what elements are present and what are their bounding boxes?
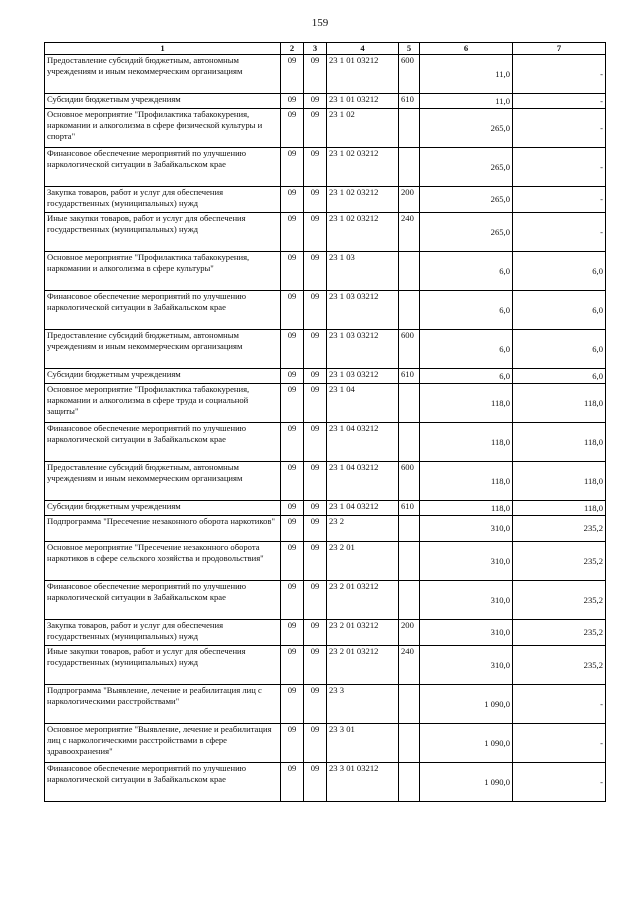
header-cell-2: 2 [281,43,304,55]
row-section-cell: 09 [281,620,304,646]
row-amount-2-cell: 118,0 [513,501,606,516]
row-amount-1-cell: 310,0 [420,516,513,542]
table-row [45,724,606,763]
row-name-cell: Основное мероприятие "Профилактика табакокурения, наркомании и алкоголизма в сфере физической культуры и спорта" [45,109,281,148]
row-amount-1-cell: 1 090,0 [420,685,513,724]
table-row [45,109,606,148]
row-target-code-cell: 23 2 01 03212 [327,620,399,646]
table-row [45,581,606,620]
table-row [45,252,606,291]
row-target-code-cell: 23 1 02 03212 [327,187,399,213]
row-amount-2-cell: - [513,213,606,252]
row-target-code-cell: 23 2 01 03212 [327,581,399,620]
row-section-cell: 09 [281,646,304,685]
row-subsection-cell: 09 [304,384,327,423]
table-row [45,291,606,330]
row-amount-1-cell: 6,0 [420,369,513,384]
row-amount-2-cell: 235,2 [513,516,606,542]
row-expense-type-cell: 610 [399,94,420,109]
row-target-code-cell: 23 1 03 [327,252,399,291]
row-amount-1-cell: 265,0 [420,187,513,213]
row-amount-2-cell: 235,2 [513,646,606,685]
row-subsection-cell: 09 [304,148,327,187]
row-amount-2-cell: - [513,109,606,148]
header-cell-1: 1 [45,43,281,55]
row-subsection-cell: 09 [304,423,327,462]
row-amount-2-cell: 6,0 [513,291,606,330]
row-expense-type-cell [399,109,420,148]
row-amount-2-cell: 6,0 [513,330,606,369]
row-target-code-cell: 23 3 01 [327,724,399,763]
row-amount-2-cell: 235,2 [513,581,606,620]
row-section-cell: 09 [281,501,304,516]
row-section-cell: 09 [281,423,304,462]
row-subsection-cell: 09 [304,646,327,685]
row-amount-1-cell: 6,0 [420,291,513,330]
table-row [45,763,606,802]
row-amount-1-cell: 310,0 [420,581,513,620]
row-section-cell: 09 [281,213,304,252]
row-amount-1-cell: 11,0 [420,55,513,94]
row-name-cell: Подпрограмма "Пресечение незаконного оборота наркотиков" [45,516,281,542]
row-target-code-cell: 23 1 04 03212 [327,462,399,501]
row-name-cell: Финансовое обеспечение мероприятий по улучшению наркологической ситуации в Забайкальском крае [45,148,281,187]
row-amount-2-cell: 6,0 [513,369,606,384]
page-number: 159 [311,17,329,29]
row-name-cell: Основное мероприятие "Пресечение незаконного оборота наркотиков в сфере сельского хозяйства и продовольствия" [45,542,281,581]
row-amount-2-cell: - [513,763,606,802]
row-amount-2-cell: - [513,187,606,213]
row-expense-type-cell [399,423,420,462]
row-expense-type-cell: 200 [399,620,420,646]
row-amount-1-cell: 6,0 [420,330,513,369]
row-expense-type-cell: 600 [399,462,420,501]
row-amount-1-cell: 1 090,0 [420,724,513,763]
row-name-cell: Основное мероприятие "Профилактика табакокурения, наркомании и алкоголизма в сфере труда и социальной защиты" [45,384,281,423]
row-expense-type-cell: 200 [399,187,420,213]
row-amount-2-cell: 235,2 [513,620,606,646]
row-name-cell: Закупка товаров, работ и услуг для обеспечения государственных (муниципальных) нужд [45,187,281,213]
row-section-cell: 09 [281,462,304,501]
row-amount-1-cell: 118,0 [420,462,513,501]
row-amount-1-cell: 118,0 [420,423,513,462]
row-name-cell: Финансовое обеспечение мероприятий по улучшению наркологической ситуации в Забайкальском крае [45,291,281,330]
row-target-code-cell: 23 1 03 03212 [327,369,399,384]
row-subsection-cell: 09 [304,763,327,802]
row-amount-1-cell: 6,0 [420,252,513,291]
header-cell-3: 3 [304,43,327,55]
row-target-code-cell: 23 1 01 03212 [327,55,399,94]
row-section-cell: 09 [281,516,304,542]
table-row [45,542,606,581]
row-subsection-cell: 09 [304,252,327,291]
row-name-cell: Субсидии бюджетным учреждениям [45,501,281,516]
row-subsection-cell: 09 [304,685,327,724]
row-section-cell: 09 [281,55,304,94]
row-amount-2-cell: - [513,148,606,187]
table-row [45,55,606,94]
row-name-cell: Субсидии бюджетным учреждениям [45,369,281,384]
row-target-code-cell: 23 2 01 [327,542,399,581]
row-section-cell: 09 [281,581,304,620]
row-section-cell: 09 [281,94,304,109]
row-expense-type-cell [399,581,420,620]
row-amount-2-cell: 235,2 [513,542,606,581]
row-amount-1-cell: 265,0 [420,109,513,148]
row-expense-type-cell [399,763,420,802]
header-cell-6: 6 [420,43,513,55]
row-expense-type-cell: 610 [399,369,420,384]
row-subsection-cell: 09 [304,542,327,581]
row-subsection-cell: 09 [304,462,327,501]
row-name-cell: Иные закупки товаров, работ и услуг для обеспечения государственных (муниципальных) нужд [45,646,281,685]
row-amount-1-cell: 11,0 [420,94,513,109]
row-subsection-cell: 09 [304,620,327,646]
row-section-cell: 09 [281,330,304,369]
row-amount-1-cell: 310,0 [420,542,513,581]
table-row [45,462,606,501]
row-section-cell: 09 [281,109,304,148]
row-target-code-cell: 23 3 01 03212 [327,763,399,802]
row-amount-1-cell: 1 090,0 [420,763,513,802]
row-subsection-cell: 09 [304,724,327,763]
table-row [45,187,606,213]
row-expense-type-cell [399,516,420,542]
row-amount-2-cell: 118,0 [513,384,606,423]
row-expense-type-cell [399,291,420,330]
row-target-code-cell: 23 1 01 03212 [327,94,399,109]
table-row [45,213,606,252]
row-section-cell: 09 [281,384,304,423]
row-target-code-cell: 23 1 03 03212 [327,330,399,369]
header-cell-7: 7 [513,43,606,55]
table-row [45,148,606,187]
row-amount-1-cell: 118,0 [420,501,513,516]
header-row [45,43,606,55]
table-row [45,330,606,369]
row-name-cell: Иные закупки товаров, работ и услуг для обеспечения государственных (муниципальных) нужд [45,213,281,252]
row-name-cell: Предоставление субсидий бюджетным, автономным учреждениям и иным некоммерческим организациям [45,55,281,94]
table-row [45,685,606,724]
row-amount-1-cell: 118,0 [420,384,513,423]
table-row [45,384,606,423]
row-subsection-cell: 09 [304,187,327,213]
row-target-code-cell: 23 1 02 03212 [327,213,399,252]
row-expense-type-cell [399,724,420,763]
row-section-cell: 09 [281,724,304,763]
row-section-cell: 09 [281,187,304,213]
row-expense-type-cell: 240 [399,213,420,252]
row-name-cell: Закупка товаров, работ и услуг для обеспечения государственных (муниципальных) нужд [45,620,281,646]
table-row [45,501,606,516]
row-expense-type-cell: 600 [399,330,420,369]
row-expense-type-cell [399,542,420,581]
row-subsection-cell: 09 [304,94,327,109]
row-name-cell: Предоставление субсидий бюджетным, автономным учреждениям и иным некоммерческим организациям [45,330,281,369]
row-subsection-cell: 09 [304,109,327,148]
row-section-cell: 09 [281,291,304,330]
row-name-cell: Финансовое обеспечение мероприятий по улучшению наркологической ситуации в Забайкальском крае [45,763,281,802]
row-target-code-cell: 23 1 03 03212 [327,291,399,330]
row-target-code-cell: 23 1 02 [327,109,399,148]
row-subsection-cell: 09 [304,55,327,94]
row-name-cell: Основное мероприятие "Профилактика табакокурения, наркомании и алкоголизма в сфере культуры" [45,252,281,291]
table-row [45,620,606,646]
row-name-cell: Предоставление субсидий бюджетным, автономным учреждениям и иным некоммерческим организациям [45,462,281,501]
row-target-code-cell: 23 1 02 03212 [327,148,399,187]
row-amount-2-cell: 118,0 [513,462,606,501]
row-subsection-cell: 09 [304,501,327,516]
row-section-cell: 09 [281,542,304,581]
row-subsection-cell: 09 [304,213,327,252]
table-row [45,423,606,462]
row-amount-1-cell: 310,0 [420,646,513,685]
row-name-cell: Субсидии бюджетным учреждениям [45,94,281,109]
row-subsection-cell: 09 [304,330,327,369]
row-amount-1-cell: 265,0 [420,148,513,187]
row-amount-2-cell: 118,0 [513,423,606,462]
row-amount-2-cell: - [513,94,606,109]
row-name-cell: Основное мероприятие "Выявление, лечение и реабилитация лиц с наркологическими расстройствами в сфере здравоохранения" [45,724,281,763]
header-cell-4: 4 [327,43,399,55]
table-row [45,516,606,542]
row-amount-2-cell: - [513,55,606,94]
row-target-code-cell: 23 1 04 [327,384,399,423]
row-target-code-cell: 23 1 04 03212 [327,423,399,462]
row-expense-type-cell [399,252,420,291]
row-section-cell: 09 [281,148,304,187]
row-name-cell: Финансовое обеспечение мероприятий по улучшению наркологической ситуации в Забайкальском крае [45,423,281,462]
row-expense-type-cell [399,148,420,187]
table-row [45,646,606,685]
row-amount-2-cell: 6,0 [513,252,606,291]
row-target-code-cell: 23 1 04 03212 [327,501,399,516]
row-amount-2-cell: - [513,724,606,763]
table-body [45,55,606,802]
row-amount-1-cell: 310,0 [420,620,513,646]
table-row [45,94,606,109]
row-expense-type-cell: 610 [399,501,420,516]
row-section-cell: 09 [281,252,304,291]
row-section-cell: 09 [281,685,304,724]
row-section-cell: 09 [281,369,304,384]
header-cell-5: 5 [399,43,420,55]
table-row [45,369,606,384]
row-section-cell: 09 [281,763,304,802]
row-amount-1-cell: 265,0 [420,213,513,252]
row-subsection-cell: 09 [304,581,327,620]
row-expense-type-cell: 240 [399,646,420,685]
row-expense-type-cell [399,384,420,423]
row-amount-2-cell: - [513,685,606,724]
row-target-code-cell: 23 2 01 03212 [327,646,399,685]
row-name-cell: Подпрограмма "Выявление, лечение и реабилитация лиц с наркологическими расстройствами" [45,685,281,724]
row-expense-type-cell: 600 [399,55,420,94]
budget-table [44,42,606,802]
row-target-code-cell: 23 3 [327,685,399,724]
row-target-code-cell: 23 2 [327,516,399,542]
row-subsection-cell: 09 [304,516,327,542]
row-expense-type-cell [399,685,420,724]
row-subsection-cell: 09 [304,291,327,330]
row-subsection-cell: 09 [304,369,327,384]
row-name-cell: Финансовое обеспечение мероприятий по улучшению наркологической ситуации в Забайкальском крае [45,581,281,620]
